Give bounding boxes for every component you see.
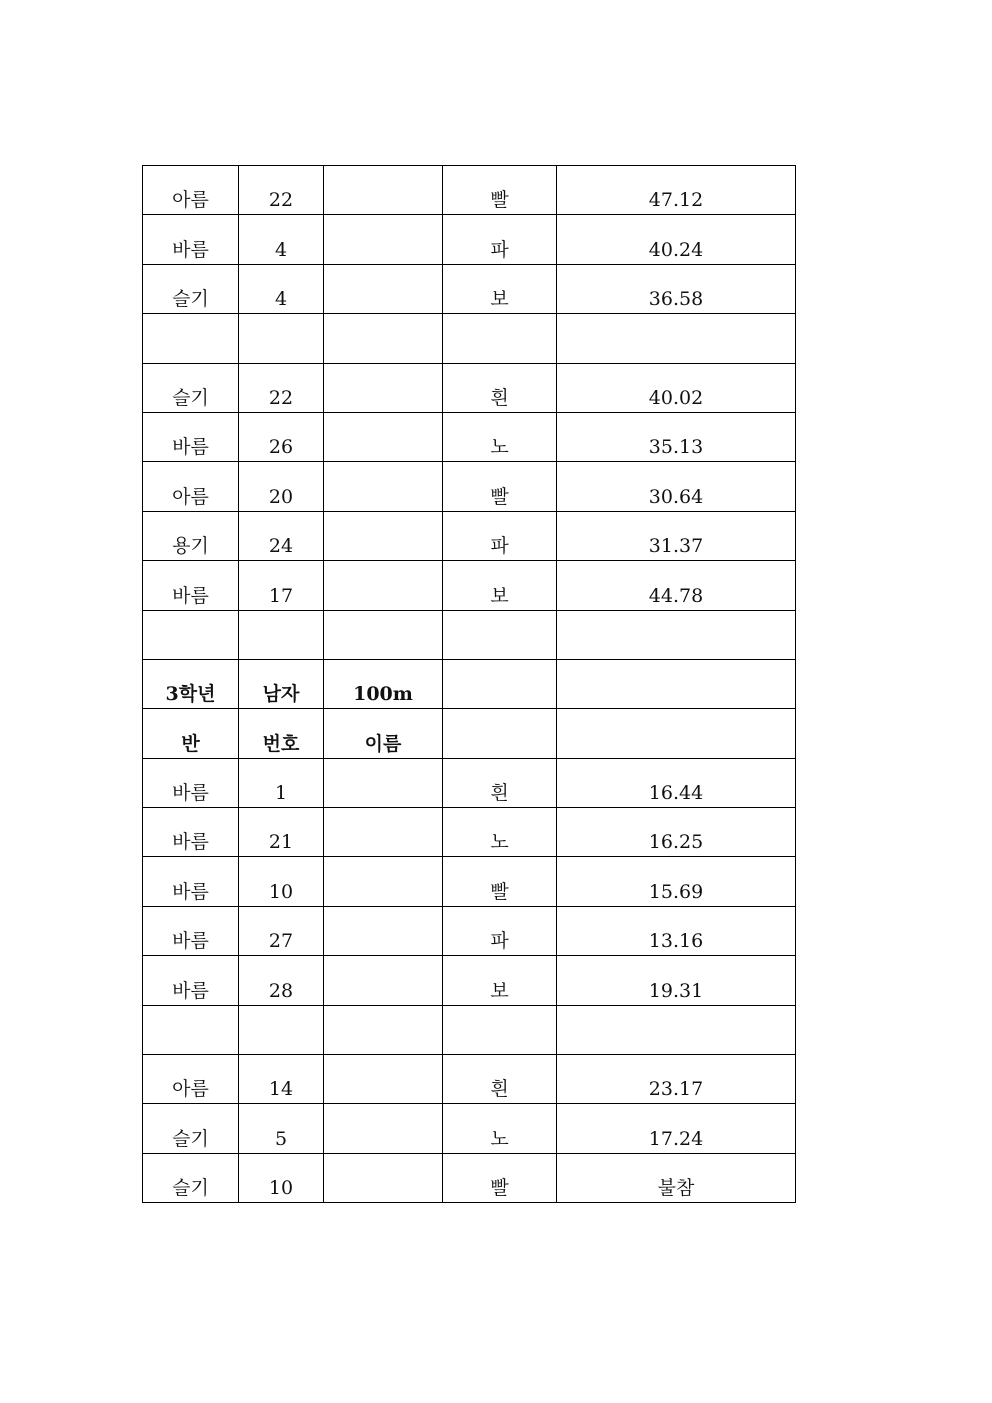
color-cell: 빨	[443, 857, 557, 906]
number-cell	[239, 314, 324, 363]
color-cell: 빨	[443, 462, 557, 511]
number-cell: 21	[239, 808, 324, 857]
class-cell: 바름	[143, 758, 239, 807]
color-cell: 파	[443, 511, 557, 560]
record-cell: 30.64	[557, 462, 796, 511]
table-row	[143, 511, 796, 560]
table-row	[143, 758, 796, 807]
name-cell	[324, 166, 443, 215]
record-cell: 40.02	[557, 363, 796, 412]
color-cell: 흰	[443, 1055, 557, 1104]
name-cell	[324, 758, 443, 807]
number-cell: 26	[239, 412, 324, 461]
table-row	[143, 462, 796, 511]
blank-row	[143, 314, 796, 363]
name-cell	[324, 610, 443, 659]
color-cell: 흰	[443, 363, 557, 412]
class-cell: 아름	[143, 166, 239, 215]
header-row	[143, 659, 796, 708]
record-cell: 47.12	[557, 166, 796, 215]
table-row	[143, 808, 796, 857]
table-row	[143, 166, 796, 215]
table-row	[143, 1055, 796, 1104]
name-cell	[324, 1153, 443, 1202]
number-cell: 남자	[239, 659, 324, 708]
class-cell	[143, 610, 239, 659]
name-cell	[324, 1104, 443, 1153]
number-cell: 22	[239, 166, 324, 215]
record-cell	[557, 610, 796, 659]
record-cell	[557, 1005, 796, 1054]
name-cell	[324, 462, 443, 511]
color-cell	[443, 610, 557, 659]
table-row	[143, 264, 796, 313]
name-cell	[324, 314, 443, 363]
color-cell	[443, 314, 557, 363]
class-cell: 3학년	[143, 659, 239, 708]
class-cell: 슬기	[143, 264, 239, 313]
color-cell: 파	[443, 215, 557, 264]
record-cell: 16.25	[557, 808, 796, 857]
results-table	[142, 165, 796, 1203]
record-cell: 17.24	[557, 1104, 796, 1153]
number-cell: 4	[239, 215, 324, 264]
number-cell: 번호	[239, 709, 324, 758]
number-cell: 22	[239, 363, 324, 412]
class-cell	[143, 1005, 239, 1054]
number-cell: 17	[239, 561, 324, 610]
number-cell: 20	[239, 462, 324, 511]
header-row	[143, 709, 796, 758]
class-cell: 바름	[143, 808, 239, 857]
class-cell: 용기	[143, 511, 239, 560]
blank-row	[143, 610, 796, 659]
number-cell: 10	[239, 857, 324, 906]
record-cell: 19.31	[557, 956, 796, 1005]
table-row	[143, 956, 796, 1005]
number-cell: 24	[239, 511, 324, 560]
class-cell: 바름	[143, 215, 239, 264]
table-row	[143, 412, 796, 461]
record-cell	[557, 659, 796, 708]
class-cell: 아름	[143, 462, 239, 511]
color-cell: 노	[443, 412, 557, 461]
color-cell: 보	[443, 264, 557, 313]
name-cell	[324, 956, 443, 1005]
name-cell	[324, 511, 443, 560]
table-row	[143, 363, 796, 412]
record-cell: 31.37	[557, 511, 796, 560]
record-cell: 35.13	[557, 412, 796, 461]
number-cell: 10	[239, 1153, 324, 1202]
number-cell: 28	[239, 956, 324, 1005]
record-cell: 36.58	[557, 264, 796, 313]
table-row	[143, 906, 796, 955]
class-cell	[143, 314, 239, 363]
class-cell: 슬기	[143, 1153, 239, 1202]
name-cell	[324, 808, 443, 857]
record-cell: 40.24	[557, 215, 796, 264]
results-table-body	[143, 166, 796, 1203]
name-cell	[324, 264, 443, 313]
table-row	[143, 1153, 796, 1202]
table-row	[143, 1104, 796, 1153]
name-cell	[324, 906, 443, 955]
record-cell: 15.69	[557, 857, 796, 906]
record-cell: 16.44	[557, 758, 796, 807]
class-cell: 바름	[143, 561, 239, 610]
number-cell: 5	[239, 1104, 324, 1153]
color-cell: 노	[443, 1104, 557, 1153]
name-cell	[324, 1055, 443, 1104]
name-cell: 100m	[324, 659, 443, 708]
number-cell: 14	[239, 1055, 324, 1104]
name-cell	[324, 1005, 443, 1054]
record-cell: 23.17	[557, 1055, 796, 1104]
name-cell	[324, 363, 443, 412]
number-cell: 27	[239, 906, 324, 955]
class-cell: 바름	[143, 412, 239, 461]
class-cell: 바름	[143, 857, 239, 906]
class-cell: 슬기	[143, 1104, 239, 1153]
color-cell: 파	[443, 906, 557, 955]
name-cell	[324, 857, 443, 906]
name-cell	[324, 561, 443, 610]
blank-row	[143, 1005, 796, 1054]
class-cell: 반	[143, 709, 239, 758]
color-cell: 빨	[443, 1153, 557, 1202]
class-cell: 바름	[143, 906, 239, 955]
record-cell	[557, 314, 796, 363]
color-cell: 흰	[443, 758, 557, 807]
table-row	[143, 215, 796, 264]
record-cell: 44.78	[557, 561, 796, 610]
color-cell	[443, 1005, 557, 1054]
table-row	[143, 561, 796, 610]
name-cell	[324, 412, 443, 461]
color-cell: 보	[443, 956, 557, 1005]
color-cell	[443, 659, 557, 708]
name-cell: 이름	[324, 709, 443, 758]
number-cell	[239, 610, 324, 659]
name-cell	[324, 215, 443, 264]
number-cell: 1	[239, 758, 324, 807]
record-cell	[557, 709, 796, 758]
color-cell: 빨	[443, 166, 557, 215]
color-cell: 보	[443, 561, 557, 610]
number-cell	[239, 1005, 324, 1054]
number-cell: 4	[239, 264, 324, 313]
record-cell: 불참	[557, 1153, 796, 1202]
class-cell: 아름	[143, 1055, 239, 1104]
class-cell: 슬기	[143, 363, 239, 412]
class-cell: 바름	[143, 956, 239, 1005]
record-cell: 13.16	[557, 906, 796, 955]
color-cell	[443, 709, 557, 758]
color-cell: 노	[443, 808, 557, 857]
table-row	[143, 857, 796, 906]
